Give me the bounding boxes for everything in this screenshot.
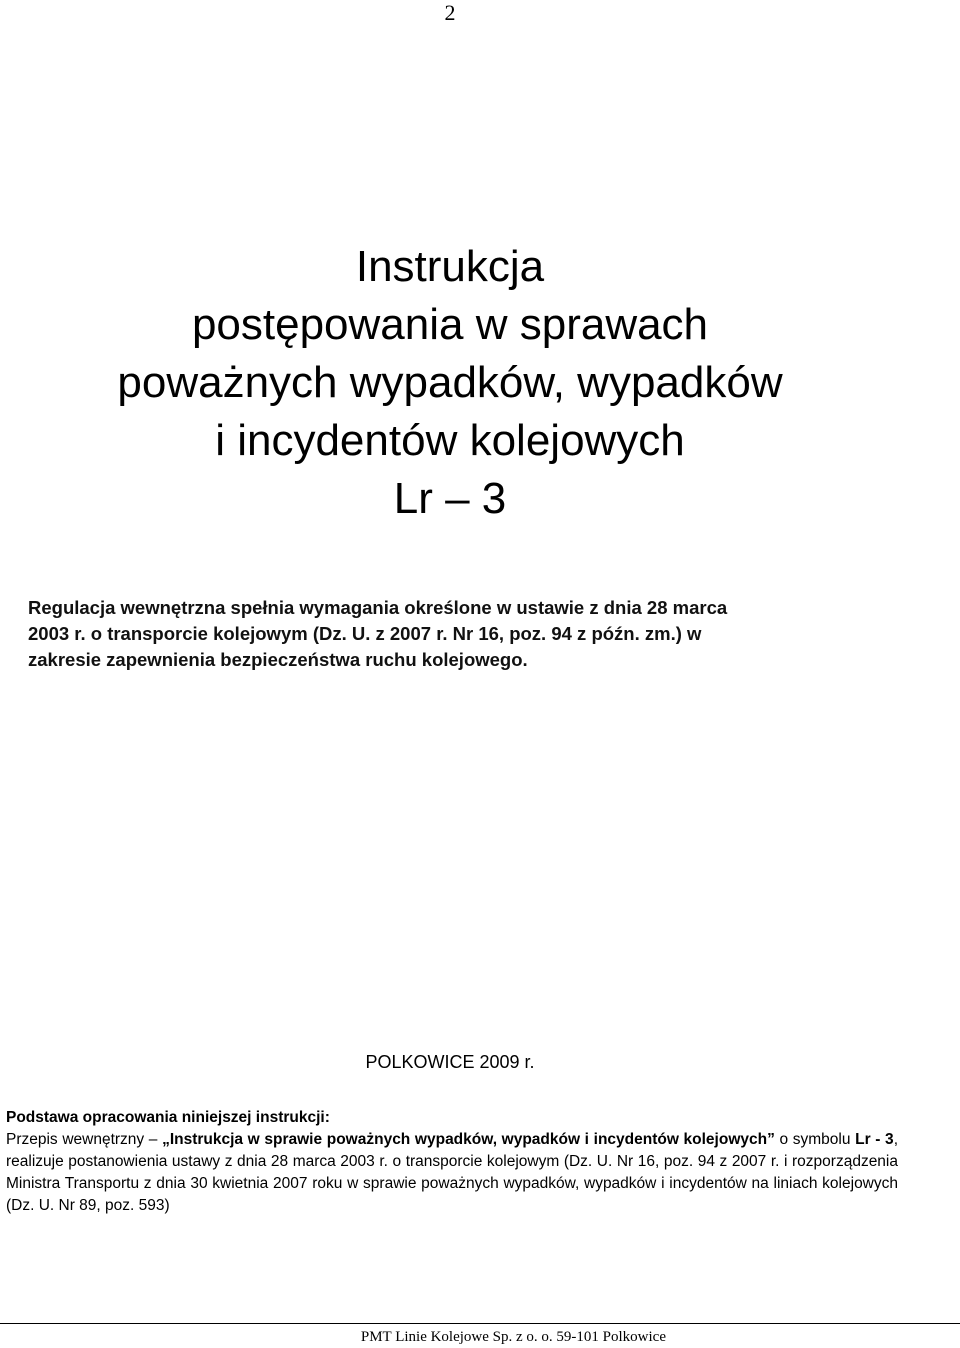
basis-heading: Podstawa opracowania niniejszej instrukcji: — [6, 1109, 330, 1126]
title-line: poważnych wypadków, wypadków — [117, 358, 783, 407]
page-number: 2 — [444, 0, 456, 25]
footer-text: PMT Linie Kolejowe Sp. z o. o. 59-101 Polkowice — [360, 1329, 666, 1345]
basis-text-1: Przepis wewnętrzny – — [6, 1131, 163, 1148]
title-line: i incydentów kolejowych — [215, 416, 685, 465]
footer-divider — [0, 1323, 960, 1324]
document-title — [0, 238, 900, 528]
instruction-symbol: Lr - 3 — [855, 1131, 894, 1148]
basis-text-3: , realizuje postanowienia ustawy z dnia 28 marca 2003 r. o transporcie kolejowym (Dz. U. Nr 16, poz. 94 z 2007 r. i rozporządzenia Ministra Transportu z dnia 30 kwietnia 2007 roku w sprawie poważnych wypadków, wypadków i incydentów na liniach kolejowych (Dz. U. Nr 89, poz. 593) — [6, 1131, 898, 1214]
regulation-line: 2003 r. o transporcie kolejowym (Dz. U. z 2007 r. Nr 16, poz. 94 z późn. zm.) w — [28, 623, 702, 644]
title-line: Instrukcja — [355, 242, 545, 291]
title-line: Lr – 3 — [393, 474, 507, 523]
basis-text-2: o symbolu — [774, 1131, 856, 1148]
place-date: POLKOWICE 2009 r. — [365, 1052, 535, 1072]
instruction-title: „Instrukcja w sprawie poważnych wypadków, wypadków i incydentów kolejowych” — [162, 1131, 775, 1148]
regulation-line: zakresie zapewnienia bezpieczeństwa ruchu kolejowego. — [28, 649, 528, 670]
basis-paragraph — [6, 1129, 898, 1217]
title-line: postępowania w sprawach — [191, 300, 709, 349]
regulation-statement — [28, 595, 888, 673]
basis-section — [6, 1107, 898, 1217]
regulation-line: Regulacja wewnętrzna spełnia wymagania określone w ustawie z dnia 28 marca — [28, 597, 728, 618]
